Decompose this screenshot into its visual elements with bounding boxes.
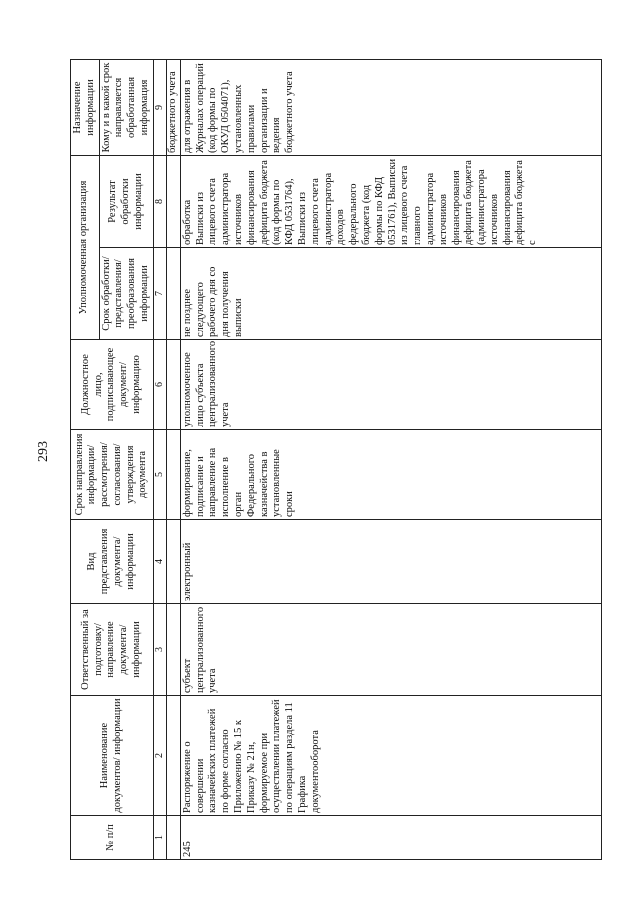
header-type: Вид представления документа/ информации [71, 520, 154, 604]
rotated-table-wrapper [70, 60, 610, 860]
empty-cell [166, 696, 180, 816]
header-purpose-group: Назначение информации [71, 60, 100, 156]
header-num: № п/п [71, 816, 154, 860]
empty-cell [166, 816, 180, 860]
col-number: 5 [153, 430, 166, 520]
document-flow-table [70, 59, 602, 860]
col-number: 8 [153, 156, 166, 248]
empty-cell [166, 520, 180, 604]
empty-cell [166, 430, 180, 520]
table-row [180, 60, 601, 860]
header-row-1 [71, 60, 100, 860]
col-number: 4 [153, 520, 166, 604]
col-number: 6 [153, 340, 166, 430]
header-responsible: Ответственный за подготовку/ направление документа/ информации [71, 604, 154, 696]
col-number: 1 [153, 816, 166, 860]
empty-cell [166, 156, 180, 248]
empty-cell [166, 340, 180, 430]
row-responsible: субъект централизованного учета [180, 604, 601, 696]
header-result: Результат обработки информации [99, 156, 153, 248]
header-org-group: Уполномоченная организация [71, 156, 100, 340]
empty-cell [166, 248, 180, 340]
header-destination: Кому и в какой срок направляется обработанная информация [99, 60, 153, 156]
column-number-row [153, 60, 166, 860]
row-number: 245 [180, 816, 601, 860]
row-deadline: формирование, подписание и направление на исполнение в орган Федерального казначейства в установленные сроки [180, 430, 601, 520]
empty-cell [166, 604, 180, 696]
col-number: 9 [153, 60, 166, 156]
row-doc-name: Распоряжение о совершении казначейских платежей по форме согласно Приложению № 15 к Приказу № 21н, формируемое при осуществлении платежей по операциям раздела 11 Графика документооборота [180, 696, 601, 816]
header-deadline: Срок направления информации/ рассмотрения/ согласования/ утверждения документа [71, 430, 154, 520]
col-number: 2 [153, 696, 166, 816]
row-official: уполномоченное лицо субъекта централизованного учета [180, 340, 601, 430]
row-result: обработка Выписки из лицевого счета администратора источников финансирования дефицита бюджета (код формы по КФД 0531764), Выписки из лицевого счета администратора доходов федерального бюджета (код формы по КФД 0531761), Выписки из лицевого счета главного администратора источников финансирования дефицита бюджета (администратора источников финансирования дефицита бюджета с [180, 156, 601, 248]
continuation-text: бюджетного учета [166, 60, 180, 156]
row-destination: для отражения в Журналах операций (код формы по ОКУД 0504071), установленных правилами организации и ведения бюджетного учета [180, 60, 601, 156]
header-official: Должностное лицо, подписывающее документ/ информацию [71, 340, 154, 430]
col-number: 7 [153, 248, 166, 340]
col-number: 3 [153, 604, 166, 696]
page-number: 293 [36, 441, 51, 462]
row-processing-term: не позднее следующего рабочего дня со дня получения выписки [180, 248, 601, 340]
continuation-row [166, 60, 180, 860]
header-doc-name: Наименование документов/ информации [71, 696, 154, 816]
row-type: электронный [180, 520, 601, 604]
header-processing-term: Срок обработки/ представления/ преобразования информации [99, 248, 153, 340]
